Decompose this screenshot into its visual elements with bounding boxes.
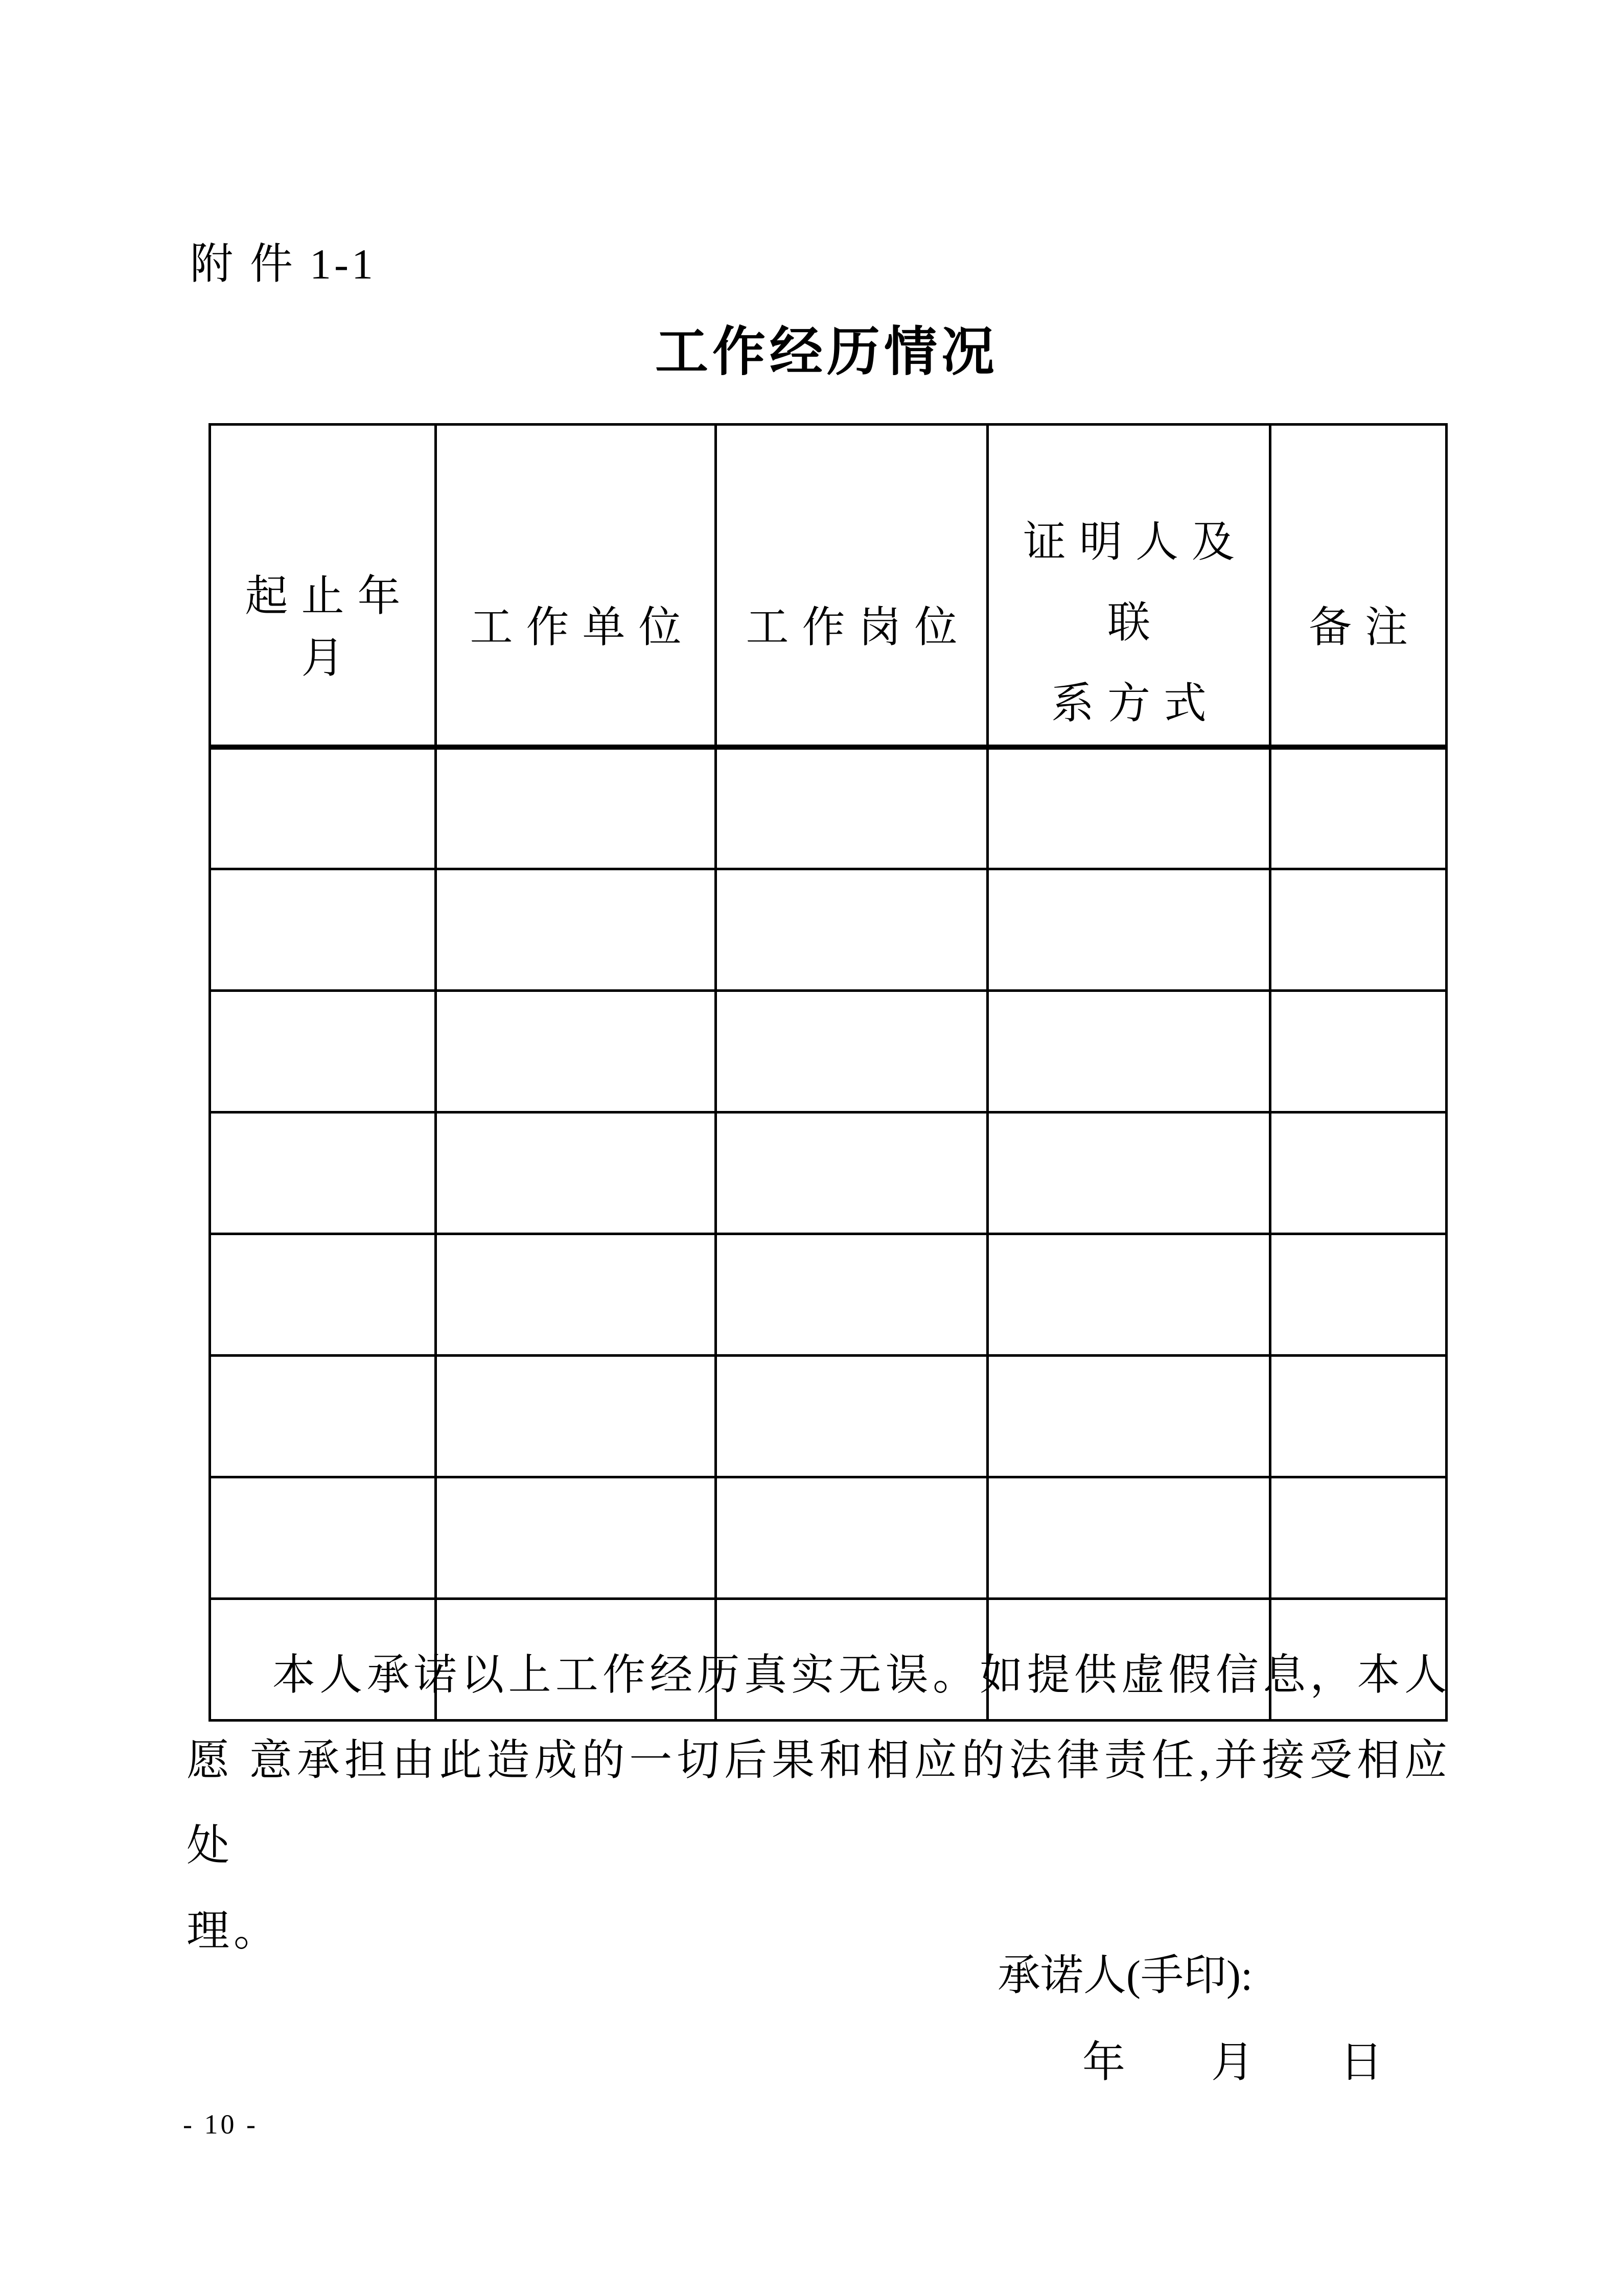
table-cell [436, 869, 716, 990]
table-header-row [210, 425, 1447, 748]
table-cell [716, 1477, 988, 1598]
table-cell [210, 1112, 436, 1234]
table-row [210, 869, 1447, 990]
pledge-line: 理。 [187, 1908, 281, 1955]
table-cell [1270, 869, 1447, 990]
table-cell [1270, 747, 1447, 869]
column-header-position: 工作岗位 [716, 425, 988, 748]
table-cell [716, 1112, 988, 1234]
table-row [210, 1234, 1447, 1355]
work-experience-table [208, 423, 1448, 1722]
table-cell [436, 747, 716, 869]
table-cell [716, 747, 988, 869]
table-cell [988, 990, 1270, 1112]
column-header-line: 系方式 [1051, 680, 1220, 728]
table-cell [210, 1234, 436, 1355]
table-cell [1270, 1234, 1447, 1355]
date-line: 年 月 日 [1082, 2039, 1383, 2086]
table-cell [436, 1477, 716, 1598]
table-cell [210, 990, 436, 1112]
table-cell [1270, 1112, 1447, 1234]
table-row [210, 747, 1447, 869]
column-header-period: 起止年月 [210, 425, 436, 748]
page-number: - 10 - [183, 2109, 258, 2140]
table-cell [716, 1355, 988, 1477]
table-row [210, 1477, 1447, 1598]
table-cell [988, 1234, 1270, 1355]
table-cell [436, 1355, 716, 1477]
table-cell [210, 869, 436, 990]
table-cell [1270, 990, 1447, 1112]
table-cell [988, 747, 1270, 869]
table-cell [988, 1477, 1270, 1598]
column-header-remarks: 备注 [1270, 425, 1447, 748]
column-header-employer: 工作单位 [436, 425, 716, 748]
table-cell [210, 747, 436, 869]
attachment-label: 附 件 1-1 [190, 241, 376, 288]
table-cell [436, 1112, 716, 1234]
pledge-line: 本人承诺以上工作经历真实无误。如提供虚假信息，本人 [272, 1652, 1451, 1699]
page-title: 工作经历情况 [655, 323, 999, 382]
column-header-line: 证明人及联 [1023, 519, 1248, 647]
table-cell [210, 1477, 436, 1598]
table-cell [988, 1112, 1270, 1234]
table-cell [988, 1355, 1270, 1477]
table-row [210, 1355, 1447, 1477]
pledge-line: 愿 意承担由此造成的一切后果和相应的法律责任,并接受相应处 [187, 1737, 1451, 1870]
pledge-paragraph [187, 1633, 1451, 1974]
table-cell [716, 990, 988, 1112]
column-header-reference-contact [988, 425, 1270, 748]
table-cell [436, 1234, 716, 1355]
table-row [210, 990, 1447, 1112]
table-cell [210, 1355, 436, 1477]
table-cell [716, 869, 988, 990]
table-cell [716, 1234, 988, 1355]
table-cell [988, 869, 1270, 990]
table-cell [1270, 1355, 1447, 1477]
table-cell [436, 990, 716, 1112]
table-cell [1270, 1477, 1447, 1598]
table-row [210, 1112, 1447, 1234]
signer-label: 承诺人(手印): [998, 1952, 1253, 2000]
